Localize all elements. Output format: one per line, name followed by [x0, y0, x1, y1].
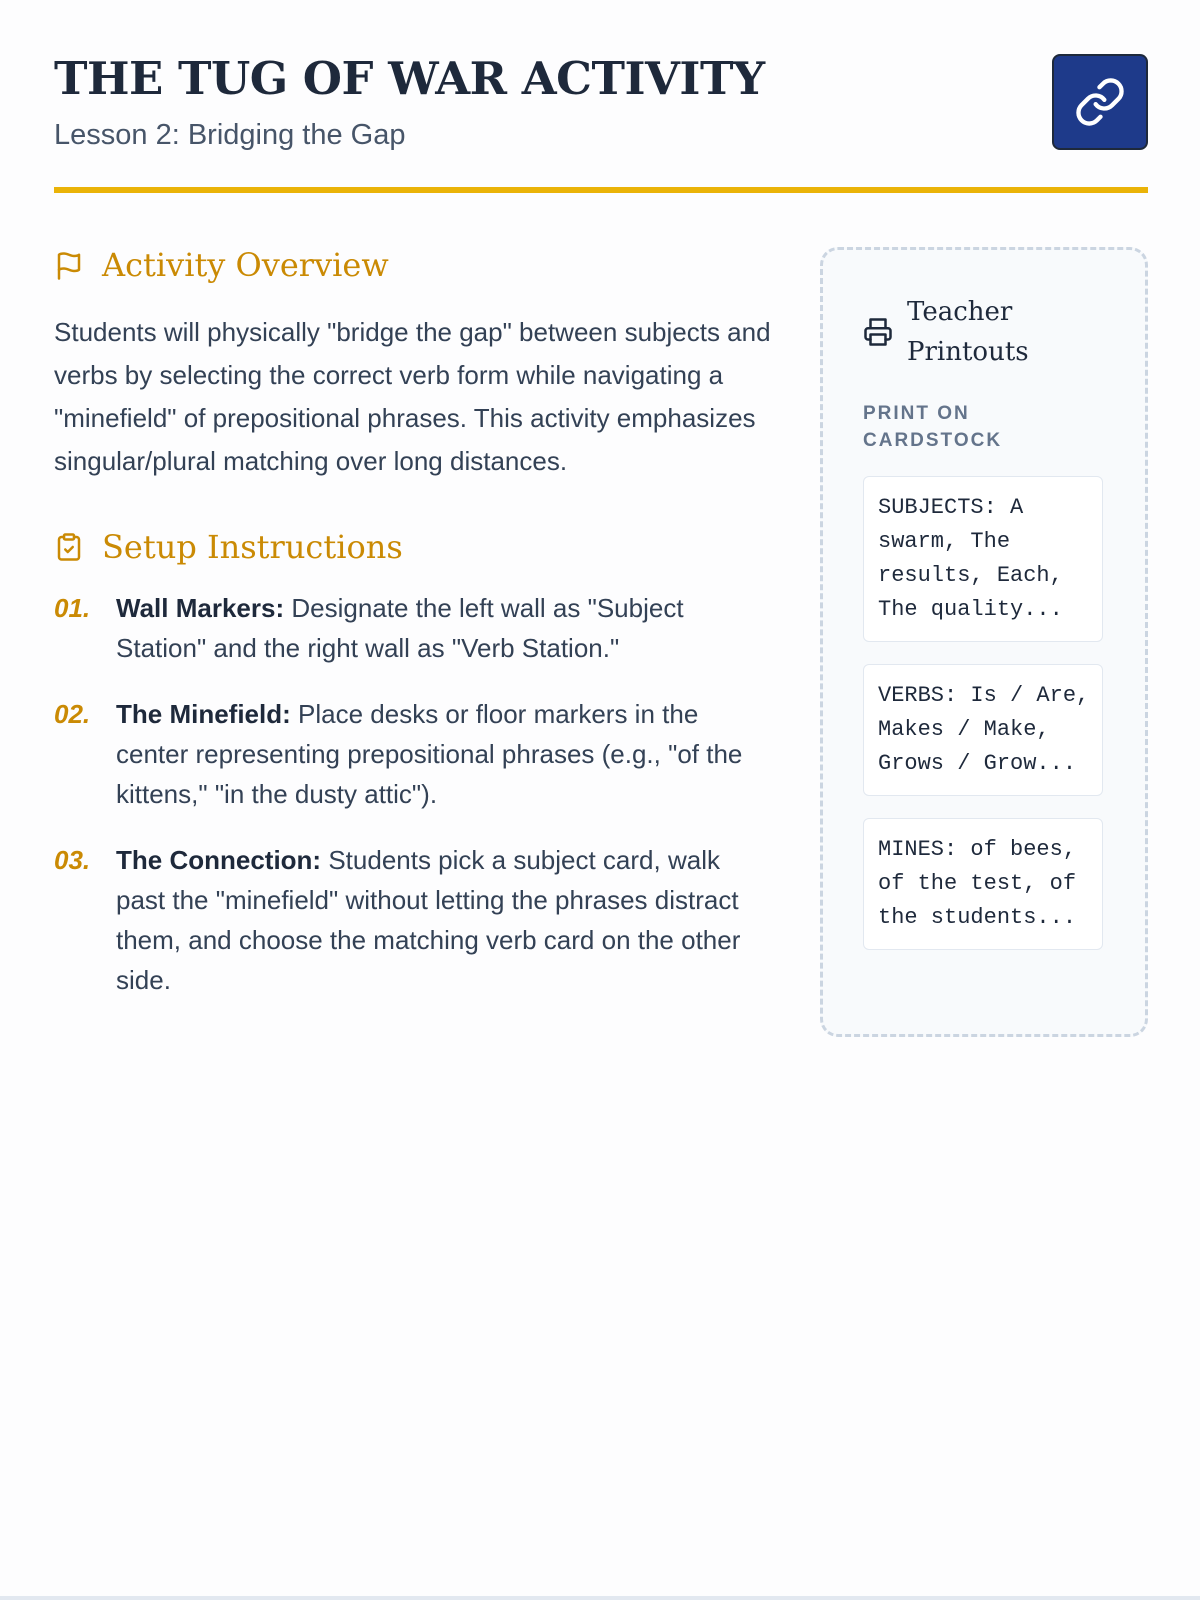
step-number: 02. — [54, 699, 91, 730]
printouts-title: Teacher Printouts — [907, 297, 1029, 367]
printouts-heading — [863, 292, 1103, 372]
step-title: The Minefield: — [116, 699, 291, 730]
teacher-printouts-panel — [820, 247, 1148, 1037]
overview-text: Students will physically "bridge the gap" between subjects and verbs by selecting the correct verb form while navigating a "minefield" of prepositional phrases. This activity emphasizes singular/plural matching over long distances. — [54, 316, 771, 476]
step-number: 03. — [54, 845, 91, 876]
step-title: The Connection: — [116, 845, 322, 876]
page-subtitle: Lesson 2: Bridging the Gap — [54, 119, 406, 151]
setup-step — [54, 694, 774, 814]
overview-heading — [54, 245, 774, 287]
step-body — [116, 588, 774, 668]
setup-heading — [54, 527, 774, 569]
overview-title: Activity Overview — [102, 246, 389, 284]
printout-card: VERBS: Is / Are, Makes / Make, Grows / Grow... — [863, 664, 1103, 796]
clipboard-check-icon — [54, 532, 84, 562]
bottom-border — [0, 1596, 1200, 1600]
step-text: Designate the left wall as "Subject Station" and the right wall as "Verb Station." — [116, 593, 684, 664]
print-instruction-label: PRINT ON CARDSTOCK — [863, 403, 1003, 451]
step-body — [116, 840, 774, 1000]
share-link-button[interactable] — [1052, 54, 1148, 150]
step-number: 01. — [54, 593, 91, 624]
step-title: Wall Markers: — [116, 593, 285, 624]
page — [54, 0, 1148, 996]
printout-card: SUBJECTS: A swarm, The results, Each, The quality... — [863, 476, 1103, 642]
page-title: THE TUG OF WAR ACTIVITY — [54, 52, 765, 105]
step-text: Students pick a subject card, walk past the "minefield" without letting the phrases distract them, and choose the matching verb card on the other side. — [116, 845, 741, 996]
setup-step — [54, 840, 774, 1000]
link-icon — [1074, 76, 1126, 128]
step-text: Place desks or floor markers in the center representing prepositional phrases (e.g., "of the kittens," "in the dusty attic"). — [116, 699, 743, 810]
setup-title: Setup Instructions — [102, 527, 403, 566]
printout-card: MINES: of bees, of the test, of the students... — [863, 818, 1103, 950]
main-content — [54, 245, 774, 1026]
setup-step — [54, 588, 774, 668]
flag-icon — [54, 251, 84, 281]
step-body — [116, 694, 774, 814]
setup-steps — [54, 588, 774, 1000]
header — [54, 0, 1148, 193]
printer-icon — [863, 317, 893, 347]
header-divider — [54, 187, 1148, 193]
